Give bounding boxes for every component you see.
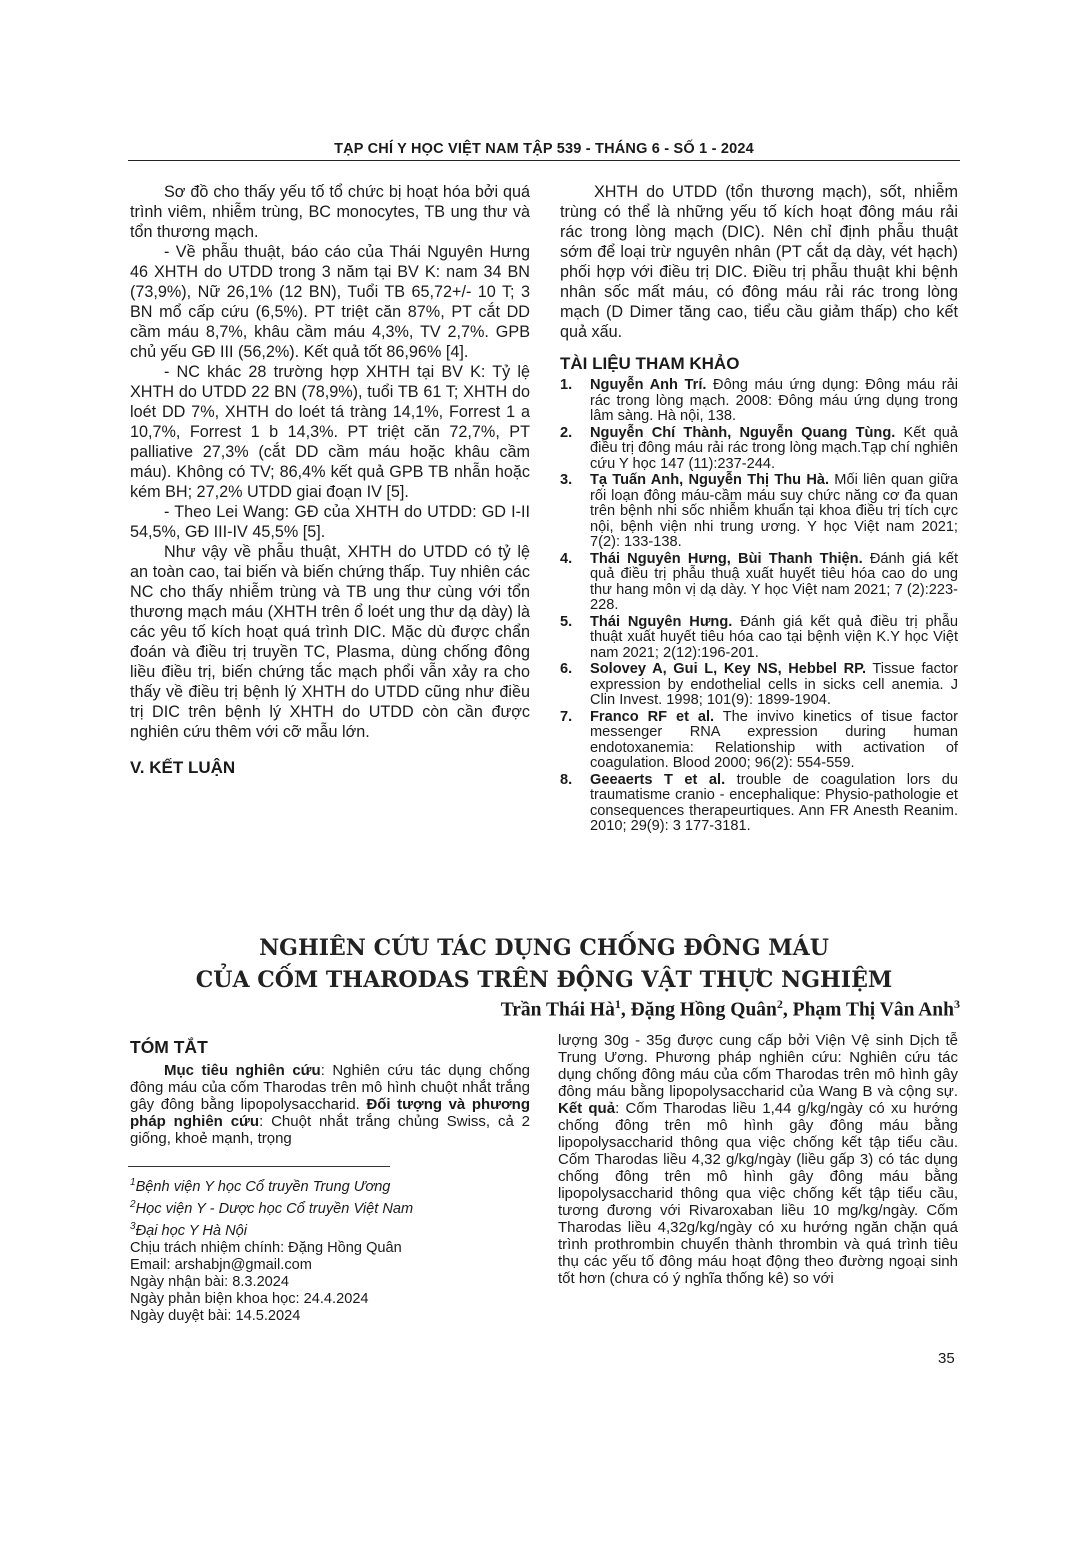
- reference-item: [560, 662, 958, 709]
- reference-number: 7.: [560, 708, 573, 725]
- date-accepted: Ngày duyệt bài: 14.5.2024: [130, 1307, 301, 1324]
- author-name: Đặng Hồng Quân: [630, 999, 777, 1021]
- reference-author: Nguyễn Chí Thành, Nguyễn Quang Tùng.: [590, 424, 896, 441]
- reference-text: Kết quả điều trị đông máu rải rác trong lòng mạch.Tạp chí nghiên cứu Y học 147 (11):237-244.: [590, 424, 958, 472]
- paragraph: XHTH do UTDD (tổn thương mạch), sốt, nhiễm trùng có thể là những yếu tố kích hoạt đông máu rải rác trong lòng mạch (DIC). Nên chỉ định phẫu thuật sớm để loại trừ nguyên nhân (PT cắt dạ dày, vét hạch) phối hợp với điều trị DIC. Điều trị phẫu thuật khi bệnh nhân sốc mất máu, có đông máu rải rác trong lòng mạch (D Dimer tăng cao, tiểu cầu giảm thấp) cho kết quả xấu.: [560, 183, 958, 341]
- reference-body: [590, 426, 958, 473]
- paragraph: - NC khác 28 trường hợp XHTH tại BV K: Tỷ lệ XHTH do UTDD 22 BN (78,9%), tuổi TB 61 T; XHTH do loét DD 7%, XHTH do loét tá tràng 14,1%, Forrest 1 a 10,7%, Forrest 1 b 14,3%. PT triệt căn 72,7%, PT palliative 27,3% (cắt DD cầm máu hoặc khâu cầm máu). Không có TV; 86,4% kết quả GPB TB nhẫn hoặc kém BH; 27,2% UTDD giai đoạn IV [5].: [130, 363, 530, 501]
- affiliation: [130, 1218, 530, 1240]
- author-affiliation-mark: 2: [776, 997, 783, 1011]
- reference-text: Đánh giá kết quả điều trị phẫu thuậ xuất huyết tiêu hóa cao do ung thư hang môn vị dạ dày. Y học Việt nam 2021; 7 (2):223-228.: [590, 550, 958, 613]
- affiliation: [130, 1174, 530, 1196]
- reference-text: Mối liên quan giữa rối loạn đông máu-cầm máu suy chức năng cơ đa quan trên bệnh nhi sốc nhiễm khuẩn tại khoa điều trị tích cực nội, bệnh viện nhi trung ương. Y học Việt nam 2021; 7(2): 133-138.: [590, 472, 958, 550]
- reference-body: [590, 615, 958, 662]
- paragraph: Sơ đồ cho thấy yếu tố tổ chức bị hoạt hóa bởi quá trình viêm, nhiễm trùng, BC monocytes, TB ung thư và tổn thương mạch.: [130, 183, 530, 241]
- reference-author: Thái Nguyên Hưng, Bùi Thanh Thiện.: [590, 550, 863, 567]
- reference-item: [560, 615, 958, 662]
- reference-item: [560, 773, 958, 835]
- author-name: Phạm Thị Vân Anh: [792, 999, 954, 1021]
- reference-body: [590, 710, 958, 772]
- reference-text: Đánh giá kết quả điều trị phẫu thuật xuất huyết tiêu hóa cao tại bệnh viện K.Y học Việt nam 2021; 2(12):196-201.: [590, 613, 958, 661]
- reference-body: [590, 473, 958, 551]
- email: Email: arshabjn@gmail.com: [130, 1256, 312, 1273]
- author-name: Trần Thái Hà: [500, 999, 615, 1021]
- reference-author: Solovey A, Gui L, Key NS, Hebbel RP.: [590, 661, 867, 677]
- affiliation-mark: 1: [130, 1177, 136, 1188]
- abstract-right: [558, 1032, 958, 1287]
- corresponding-author: Chịu trách nhiệm chính: Đặng Hồng Quân: [130, 1239, 402, 1256]
- left-column: [130, 182, 530, 778]
- author-affiliation-mark: 1: [614, 997, 621, 1011]
- author-list: [501, 997, 960, 1022]
- abstract-segment: lượng 30g - 35g được cung cấp bởi Viện Vệ sinh Dịch tễ Trung Ương. Phương pháp nghiên cứu: Nghiên cứu tác dụng chống đông máu của cốm Tharodas trên mô hình gây đông máu bằng lipopolysaccharid của Wang B và cộng sự.: [558, 1032, 958, 1100]
- date-reviewed: Ngày phản biện khoa học: 24.4.2024: [130, 1290, 369, 1307]
- abstract-label: Kết quả: [558, 1100, 616, 1117]
- paragraph: - Về phẫu thuật, báo cáo của Thái Nguyên Hưng 46 XHTH do UTDD trong 3 năm tại BV K: nam 34 BN (73,9%), Nữ 26,1% (12 BN), Tuổi TB 65,72+/- 10 T; 3 BN mổ cấp cứu (6,5%). PT triệt căn 87%, PT cắt DD cầm máu 8,7%, khâu cầm máu 4,3%, TV 2,7%. GPB chủ yếu GĐ III (56,2%). Kết quả tốt 86,96% [4].: [130, 243, 530, 361]
- abstract-segment: : Nghiên cứu tác dụng chống đông máu của cốm Tharodas trên mô hình chuột nhắt trắng gây đông bằng lipopolysaccharid.: [130, 1062, 530, 1113]
- abstract-segment: : Cốm Tharodas liều 1,44 g/kg/ngày có xu hướng chống đông trên mô hình gây đông máu bằng lipopolysaccharid thông qua việc chống kết tập tiểu cầu. Cốm Tharodas liều 4,32 g/kg/ngày (liều gấp 3) có tác dụng chống đông trên mô hình gây đông máu bằng lipopolysaccharid thông qua việc chống kết tập tiểu cầu, tương đương với Rivaroxaban liều 10 mg/kg/ngày. Cốm Tharodas liều 4,32g/kg/ngày có xu hướng ngăn chặn quá trình prothrombin chuyển thành thrombin và quá trình tiêu thụ các yếu tố đông máu hoạt động theo đường ngoại sinh tốt hơn (chưa có ý nghĩa thống kê) so với: [558, 1100, 958, 1287]
- paragraph: Như vậy về phẫu thuật, XHTH do UTDD có tỷ lệ an toàn cao, tai biến và biến chứng thấp. Tuy nhiên các NC cho thấy nhiễm trùng và TB ung thư cùng với tổn thương mạch máu (XHTH trên ổ loét ung thư dạ dày) là các yêu tố kích hoạt quá trình DIC. Mặc dù được chẩn đoán và điều trị truyền TC, Plasma, dùng chống đông liều điều trị, biến chứng tắc mạch phổi vẫn xảy ra cho thấy về điều trị bệnh lý XHTH do UTDD cũng như điều trị DIC trên bệnh lý XHTH do UTDD còn cần được nghiên cứu thêm với cỡ mẫu lớn.: [130, 543, 530, 741]
- date-received: Ngày nhận bài: 8.3.2024: [130, 1273, 290, 1290]
- affiliation-mark: 2: [130, 1198, 136, 1210]
- reference-body: [590, 552, 958, 614]
- reference-text: trouble de coagulation lors du traumatisme cranio - encephalique: Physio-pathologie et consequences therapeurtiques. Ann FR Anesth Reanim. 2010; 29(9): 3 177-3181.: [590, 771, 958, 834]
- article-title-line: NGHIÊN CỨU TÁC DỤNG CHỐNG ĐÔNG MÁU: [259, 935, 829, 961]
- abstract-segment: : Chuột nhắt trắng chủng Swiss, cả 2 giống, khoẻ mạnh, trọng: [130, 1113, 530, 1147]
- abstract-heading: TÓM TẮT: [130, 1037, 208, 1057]
- affiliation-text: Học viện Y - Dược học Cổ truyền Việt Nam: [135, 1200, 414, 1217]
- reference-body: [590, 662, 958, 709]
- reference-number: 4.: [560, 550, 573, 567]
- reference-number: 6.: [560, 661, 573, 677]
- affiliation: [130, 1196, 530, 1218]
- author-affiliation-mark: 3: [954, 997, 960, 1011]
- affiliation-text: Bệnh viện Y học Cổ truyền Trung Ương: [135, 1178, 391, 1195]
- reference-author: Tạ Tuấn Anh, Nguyễn Thị Thu Hà.: [590, 472, 830, 488]
- reference-body: [590, 378, 958, 425]
- article-title: [128, 932, 960, 996]
- reference-text: The invivo kinetics of tisue factor messenger RNA expression during human endotoxanemia: Relationship with activation of coagulation. Blood 2000; 96(2): 554-559.: [590, 708, 958, 771]
- journal-header: TẠP CHÍ Y HỌC VIỆT NAM TẬP 539 - THÁNG 6 - SỐ 1 - 2024: [334, 141, 754, 157]
- abstract-text: [558, 1032, 958, 1287]
- footnote-rule: [128, 1166, 390, 1167]
- author-separator: ,: [782, 999, 793, 1021]
- section-heading-conclusion: V. KẾT LUẬN: [130, 758, 236, 777]
- reference-author: Franco RF et al.: [590, 708, 715, 725]
- reference-author: Geeaerts T et al.: [590, 771, 726, 788]
- affiliation-text: Đại học Y Hà Nội: [135, 1222, 247, 1239]
- reference-item: [560, 378, 958, 425]
- reference-number: 2.: [560, 424, 573, 441]
- affiliation-mark: 3: [130, 1220, 136, 1232]
- abstract-left: [130, 1037, 530, 1147]
- abstract-label: Đối tượng và phương pháp nghiên cứu: [130, 1096, 531, 1130]
- reference-item: [560, 473, 958, 551]
- reference-list: [560, 378, 958, 835]
- article-title-line: CỦA CỐM THARODAS TRÊN ĐỘNG VẬT THỰC NGHIỆM: [195, 967, 893, 993]
- reference-number: 3.: [560, 472, 573, 488]
- reference-author: Nguyễn Anh Trí.: [590, 377, 707, 393]
- header-rule: [128, 160, 960, 161]
- reference-text: Đông máu ứng dụng: Đông máu rải rác trong lòng mạch. 2008: Đông máu ứng dụng trong lâm sàng. Hà nội, 138.: [590, 377, 958, 424]
- reference-item: [560, 552, 958, 614]
- reference-number: 1.: [560, 377, 573, 393]
- reference-number: 8.: [560, 771, 573, 788]
- references-heading: TÀI LIỆU THAM KHẢO: [560, 354, 740, 373]
- page-number: 35: [938, 1350, 955, 1367]
- paragraph: - Theo Lei Wang: GĐ của XHTH do UTDD: GD I-II 54,5%, GĐ III-IV 45,5% [5].: [130, 503, 530, 541]
- reference-item: [560, 710, 958, 772]
- abstract-text: [130, 1062, 530, 1147]
- reference-author: Thái Nguyên Hưng.: [590, 613, 733, 630]
- reference-body: [590, 773, 958, 835]
- reference-text: Tissue factor expression by endothelial cells in sicks cell anemia. J Clin Invest. 1998; 101(9): 1899-1904.: [590, 661, 958, 708]
- right-column: [560, 182, 958, 836]
- reference-item: [560, 426, 958, 473]
- reference-number: 5.: [560, 613, 573, 630]
- abstract-label: Mục tiêu nghiên cứu: [164, 1062, 321, 1079]
- author-separator: ,: [620, 999, 631, 1021]
- footnotes: [130, 1174, 530, 1325]
